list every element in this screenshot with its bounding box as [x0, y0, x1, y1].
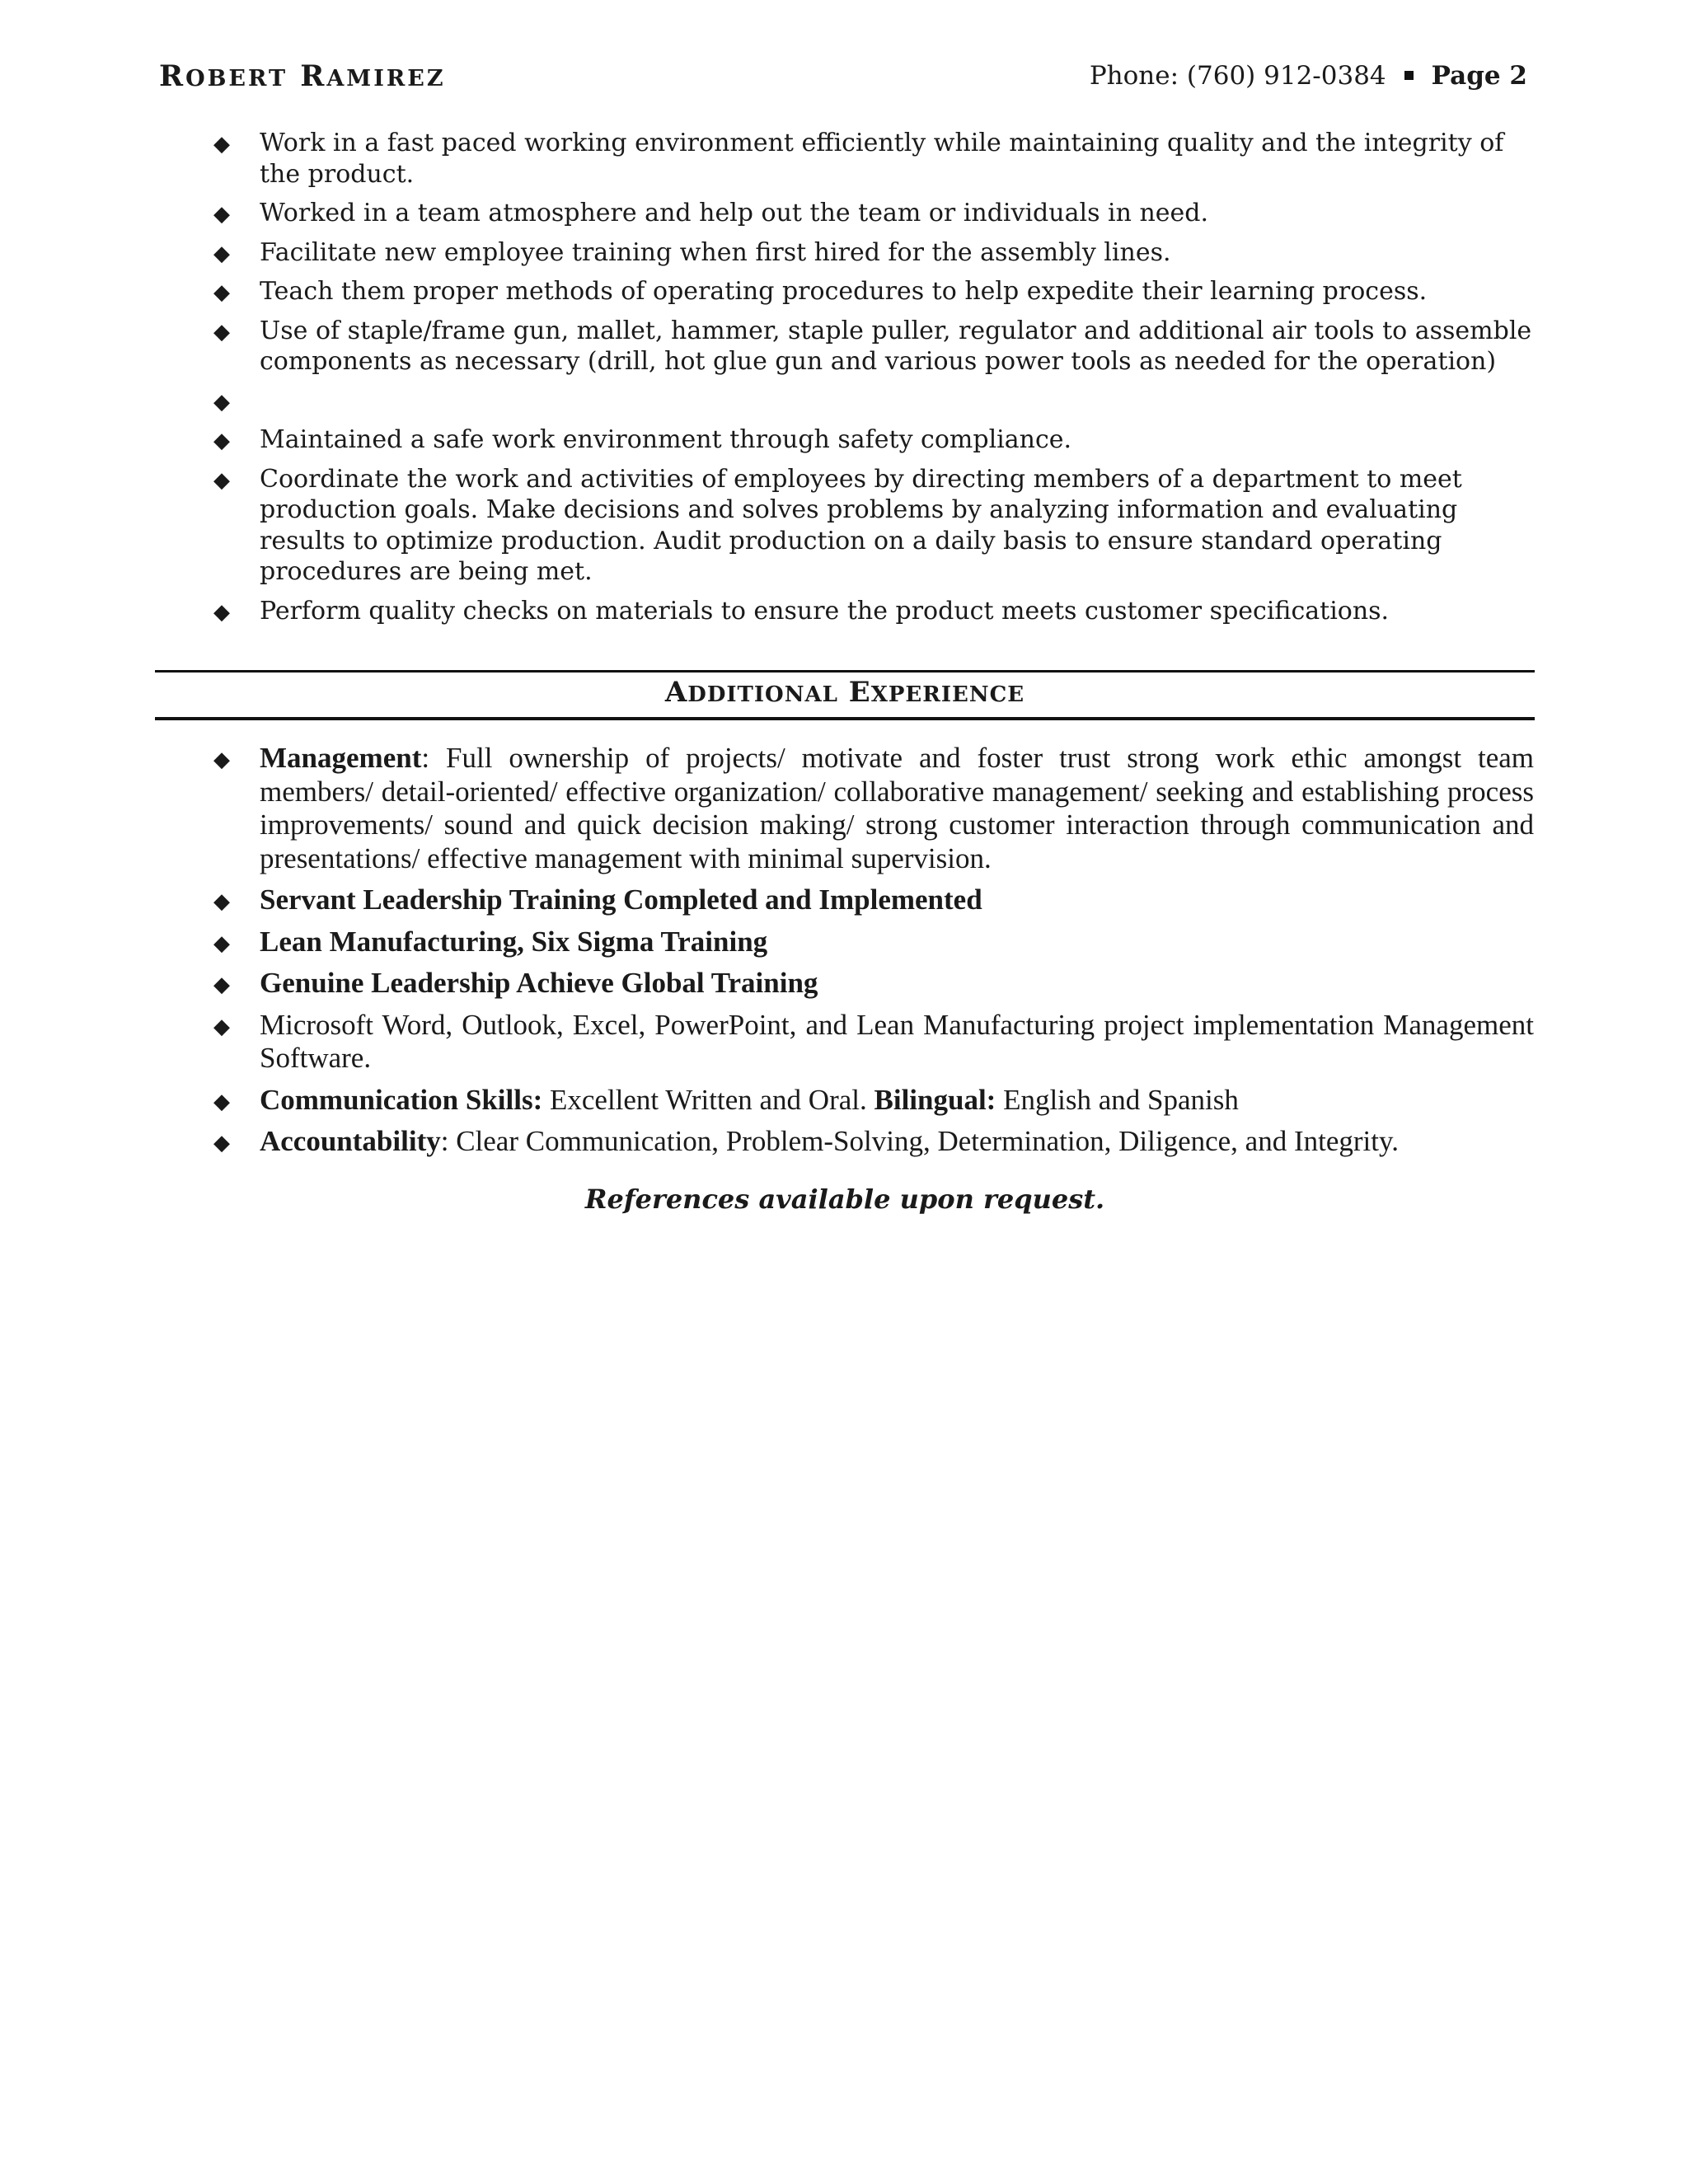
item-detail: : Full ownership of projects/ motivate and foster trust strong work ethic amongst team members/ detail-oriented/ effective organization/ collaborative management/ seeking and establishing process improvements/ sound and quick decision making/ strong customer interaction through communication and presentations/ effective management with minimal supervision. — [260, 742, 1534, 874]
list-item-text: Facilitate new employee training when first hired for the assembly lines. — [260, 237, 1171, 267]
list-item — [209, 128, 1534, 190]
list-item — [209, 237, 1534, 269]
header-contact — [1090, 61, 1527, 91]
list-item — [209, 464, 1534, 588]
list-item — [209, 316, 1534, 377]
candidate-name — [159, 59, 446, 93]
diamond-bullet-icon: ◆ — [213, 429, 230, 453]
candidate-name-text: ROBERT RAMIREZ — [159, 59, 446, 93]
diamond-bullet-icon: ◆ — [213, 1089, 230, 1113]
diamond-bullet-icon: ◆ — [213, 280, 230, 305]
item-label: Accountability — [260, 1125, 441, 1157]
diamond-bullet-icon: ◆ — [213, 1014, 230, 1038]
list-item — [209, 198, 1534, 229]
list-item-text: Perform quality checks on materials to ensure the product meets customer specifications. — [260, 596, 1390, 626]
item-label: Lean Manufacturing, Six Sigma Training — [260, 925, 768, 958]
item-label: Servant Leadership Training Completed and Implemented — [260, 883, 982, 916]
diamond-bullet-icon: ◆ — [213, 889, 230, 913]
diamond-bullet-icon: ◆ — [213, 389, 230, 415]
list-item — [209, 424, 1534, 456]
list-item-text: Worked in a team atmosphere and help out the team or individuals in need. — [260, 199, 1209, 227]
list-item — [209, 1084, 1534, 1118]
list-item — [209, 926, 1534, 959]
list-item-text: Maintained a safe work environment through safety compliance. — [260, 425, 1072, 454]
square-bullet-icon — [1404, 71, 1414, 80]
list-item — [209, 596, 1534, 627]
list-item-text: Use of staple/frame gun, mallet, hammer, staple puller, regulator and additional air tools to assemble components as necessary (drill, hot glue gun and various power tools as needed for the operation) — [260, 316, 1532, 376]
item-detail: : Clear Communication, Problem-Solving, Determination, Diligence, and Integrity. — [440, 1125, 1399, 1157]
item-detail: Microsoft Word, Outlook, Excel, PowerPoint, and Lean Manufacturing project implementation Management Software. — [260, 1008, 1534, 1074]
page-header — [159, 59, 1527, 97]
item-label: Genuine Leadership Achieve Global Training — [260, 967, 818, 999]
diamond-bullet-icon: ◆ — [213, 1131, 230, 1155]
item-detail-secondary: English and Spanish — [996, 1083, 1239, 1116]
diamond-bullet-icon: ◆ — [213, 930, 230, 955]
diamond-bullet-icon: ◆ — [213, 319, 230, 344]
diamond-bullet-icon: ◆ — [213, 202, 230, 227]
additional-experience-list — [209, 742, 1534, 1167]
list-item — [209, 1125, 1534, 1159]
list-item — [209, 967, 1534, 1001]
diamond-bullet-icon: ◆ — [213, 467, 230, 493]
diamond-bullet-icon: ◆ — [213, 241, 230, 266]
diamond-bullet-icon: ◆ — [213, 972, 230, 996]
section-heading-text: ADDITIONAL EXPERIENCE — [664, 676, 1025, 709]
item-label-secondary: Bilingual: — [874, 1083, 996, 1116]
list-item — [209, 742, 1534, 875]
section-rule-top — [155, 670, 1535, 673]
phone-number: Phone: (760) 912-0384 — [1089, 61, 1386, 91]
item-label: Communication Skills: — [260, 1083, 543, 1116]
list-item-text: Coordinate the work and activities of employees by directing members of a department to meet production goals. Make decisions and solves problems by analyzing information and evaluating results to optimize production. Audit production on a daily basis to ensure standard operating procedures are being met. — [260, 464, 1462, 586]
page-number: Page 2 — [1431, 61, 1527, 91]
item-detail: Excellent Written and Oral. — [542, 1083, 874, 1116]
duties-list — [209, 128, 1534, 635]
diamond-bullet-icon: ◆ — [213, 132, 230, 157]
item-label: Management — [260, 742, 422, 774]
list-item-text: Work in a fast paced working environment efficiently while maintaining quality and the integrity of the product. — [260, 129, 1504, 189]
list-item — [209, 883, 1534, 917]
diamond-bullet-icon: ◆ — [213, 748, 230, 771]
references-note: References available upon request. — [584, 1183, 1105, 1215]
section-heading — [155, 676, 1535, 709]
diamond-bullet-icon: ◆ — [213, 599, 230, 625]
list-item — [209, 1009, 1534, 1076]
list-item — [209, 276, 1534, 307]
list-item-text: Teach them proper methods of operating procedures to help expedite their learning process. — [260, 277, 1428, 306]
list-item-empty — [209, 386, 1534, 417]
section-rule-bottom — [155, 717, 1535, 720]
